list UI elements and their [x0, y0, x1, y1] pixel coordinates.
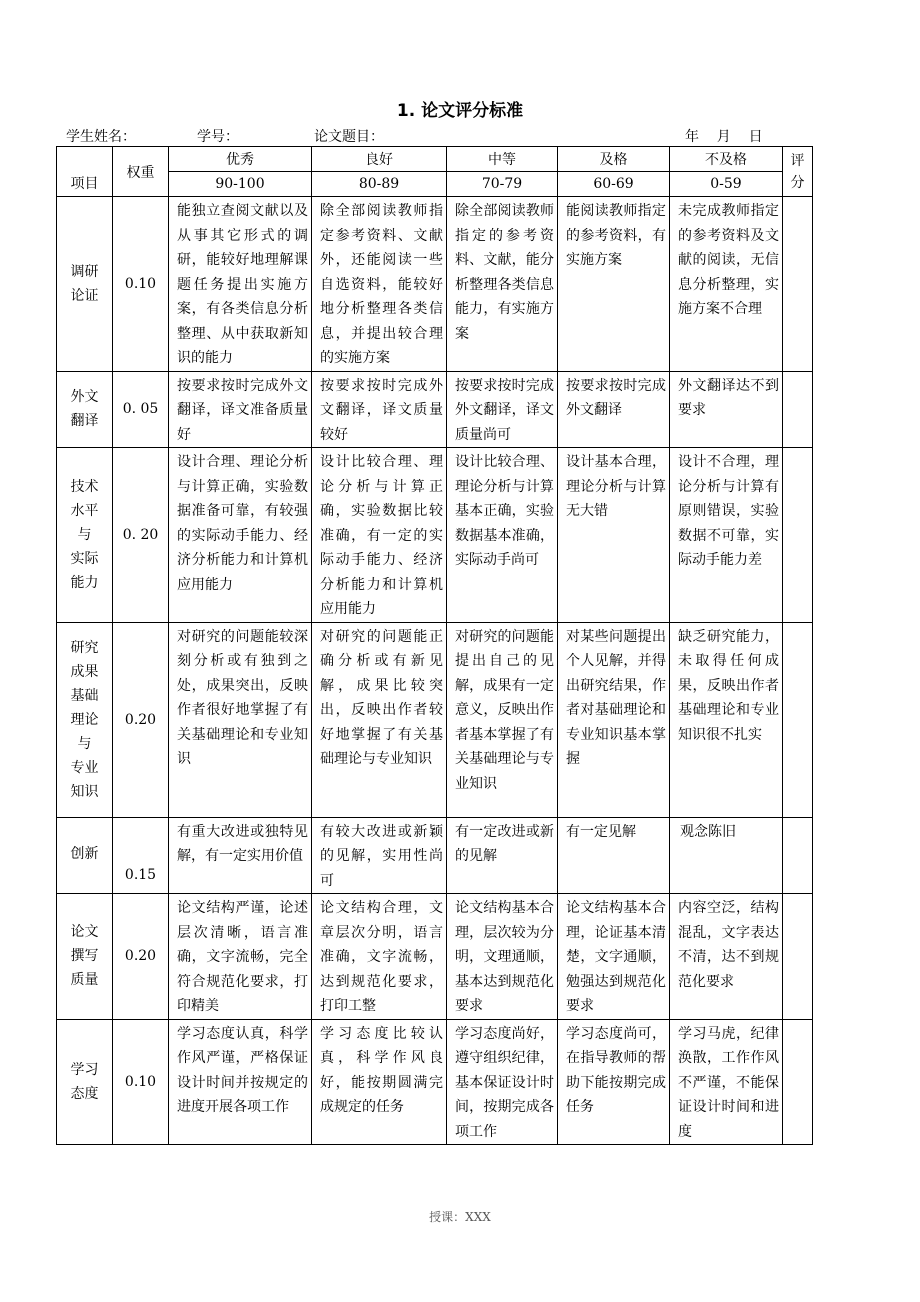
row-weight: 0.15: [113, 817, 169, 894]
row-item-label: 学习 态度: [57, 1019, 113, 1145]
cell-fail: 设计不合理，理论分析与计算有原则错误，实验数据不可靠，实际动手能力差: [670, 448, 783, 623]
table-row: [57, 894, 813, 1020]
row-weight: 0.20: [113, 622, 169, 817]
header-score: [783, 147, 813, 197]
cell-good: 论文结构合理，文章层次分明，语言准确，文字流畅，达到规范化要求，打印工整: [312, 894, 447, 1020]
cell-medium: 学习态度尚好，遵守组织纪律，基本保证设计时间，按期完成各项工作: [447, 1019, 558, 1145]
row-item-label: 外文 翻译: [57, 371, 113, 448]
cell-good: 设计比较合理、理论分析与计算正确，实验数据比较准确，有一定的实际动手能力、经济分析能力和计算机应用能力: [312, 448, 447, 623]
table-row: [57, 1019, 813, 1145]
header-score-char-2: 分: [790, 174, 805, 191]
cell-pass: 按要求按时完成外文翻译: [558, 371, 670, 448]
cell-medium: 有一定改进或新的见解: [447, 817, 558, 894]
row-weight: 0.10: [113, 197, 169, 372]
date-label: 年 月 日: [685, 129, 763, 145]
student-name-label: 学生姓名：: [66, 129, 136, 145]
table-row: [57, 371, 813, 448]
grade-range-pass: 60-69: [558, 172, 670, 197]
cell-medium: 按要求按时完成外文翻译，译文质量尚可: [447, 371, 558, 448]
footer-instructor: 授课：XXX: [429, 1210, 491, 1224]
cell-pass: 设计基本合理，理论分析与计算无大错: [558, 448, 670, 623]
score-cell[interactable]: [783, 817, 813, 894]
grade-name-pass: 及格: [558, 147, 670, 172]
grade-name-fail: 不及格: [670, 147, 783, 172]
cell-pass: 学习态度尚可，在指导教师的帮助下能按期完成任务: [558, 1019, 670, 1145]
cell-fail: 观念陈旧: [670, 817, 783, 894]
header-weight: 权重: [113, 147, 169, 197]
grade-range-excellent: 90-100: [169, 172, 312, 197]
cell-medium: 论文结构基本合理，层次较为分明，文理通顺，基本达到规范化要求: [447, 894, 558, 1020]
cell-excellent: 论文结构严谨，论述层次清晰，语言准确，文字流畅，完全符合规范化要求，打印精美: [169, 894, 312, 1020]
cell-good: 有较大改进或新颖的见解，实用性尚可: [312, 817, 447, 894]
table-row: [57, 448, 813, 623]
row-weight: 0.20: [113, 894, 169, 1020]
row-item-label: 调研 论证: [57, 197, 113, 372]
row-item-label: 论文 撰写 质量: [57, 894, 113, 1020]
row-weight: 0.10: [113, 1019, 169, 1145]
grade-name-excellent: 优秀: [169, 147, 312, 172]
cell-pass: 有一定见解: [558, 817, 670, 894]
cell-excellent: 学习态度认真，科学作风严谨，严格保证设计时间并按规定的进度开展各项工作: [169, 1019, 312, 1145]
cell-medium: 设计比较合理、理论分析与计算基本正确，实验数据基本准确，实际动手尚可: [447, 448, 558, 623]
row-item-label: 创新: [57, 817, 113, 894]
cell-good: 除全部阅读教师指定参考资料、文献外，还能阅读一些自选资料，能较好地分析整理各类信息，并提出较合理的实施方案: [312, 197, 447, 372]
thesis-title-label: 论文题目：: [314, 129, 384, 145]
cell-good: 按要求按时完成外文翻译，译文质量较好: [312, 371, 447, 448]
score-cell[interactable]: [783, 622, 813, 817]
cell-excellent: 有重大改进或独特见解，有一定实用价值: [169, 817, 312, 894]
cell-excellent: 对研究的问题能较深刻分析或有独到之处，成果突出，反映作者很好地掌握了有关基础理论和专业知识: [169, 622, 312, 817]
row-item-label: 技术 水平 与 实际 能力: [57, 448, 113, 623]
cell-good: 对研究的问题能正确分析或有新见解，成果比较突出，反映出作者较好地掌握了有关基础理论与专业知识: [312, 622, 447, 817]
score-cell[interactable]: [783, 1019, 813, 1145]
score-cell[interactable]: [783, 894, 813, 1020]
cell-medium: 除全部阅读教师指定的参考资料、文献，能分析整理各类信息能力，有实施方案: [447, 197, 558, 372]
score-cell[interactable]: [783, 448, 813, 623]
table-row: [57, 197, 813, 372]
student-id-label: 学号：: [197, 129, 239, 145]
grade-range-fail: 0-59: [670, 172, 783, 197]
cell-fail: 内容空泛，结构混乱，文字表达不清，达不到规范化要求: [670, 894, 783, 1020]
cell-excellent: 按要求按时完成外文翻译，译文准备质量好: [169, 371, 312, 448]
cell-fail: 缺乏研究能力，未取得任何成果，反映出作者基础理论和专业知识很不扎实: [670, 622, 783, 817]
grade-name-good: 良好: [312, 147, 447, 172]
grade-range-good: 80-89: [312, 172, 447, 197]
score-cell[interactable]: [783, 371, 813, 448]
cell-excellent: 设计合理、理论分析与计算正确，实验数据准备可靠，有较强的实际动手能力、经济分析能力和计算机应用能力: [169, 448, 312, 623]
table-row: [57, 622, 813, 817]
score-cell[interactable]: [783, 197, 813, 372]
cell-pass: 论文结构基本合理，论证基本清楚，文字通顺，勉强达到规范化要求: [558, 894, 670, 1020]
cell-excellent: 能独立查阅文献以及从事其它形式的调研，能较好地理解课题任务提出实施方案，有各类信息分析整理、从中获取新知识的能力: [169, 197, 312, 372]
cell-good: 学习态度比较认真，科学作风良好，能按期圆满完成规定的任务: [312, 1019, 447, 1145]
cell-pass: 能阅读教师指定的参考资料，有实施方案: [558, 197, 670, 372]
page-title: 1. 论文评分标准: [396, 101, 524, 121]
cell-fail: 外文翻译达不到要求: [670, 371, 783, 448]
row-item-label: 研究 成果 基础 理论 与 专业 知识: [57, 622, 113, 817]
row-weight: 0. 20: [113, 448, 169, 623]
header-item: 项目: [57, 147, 113, 197]
row-weight: 0. 05: [113, 371, 169, 448]
grade-name-medium: 中等: [447, 147, 558, 172]
cell-fail: 未完成教师指定的参考资料及文献的阅读，无信息分析整理，实施方案不合理: [670, 197, 783, 372]
table-row: [57, 817, 813, 894]
header-score-char-1: 评: [790, 152, 805, 169]
cell-medium: 对研究的问题能提出自己的见解，成果有一定意义，反映出作者基本掌握了有关基础理论与专业知识: [447, 622, 558, 817]
grade-range-medium: 70-79: [447, 172, 558, 197]
grading-table: [56, 146, 813, 1145]
cell-fail: 学习马虎，纪律涣散，工作作风不严谨，不能保证设计时间和进度: [670, 1019, 783, 1145]
cell-pass: 对某些问题提出个人见解，并得出研究结果，作者对基础理论和专业知识基本掌握: [558, 622, 670, 817]
